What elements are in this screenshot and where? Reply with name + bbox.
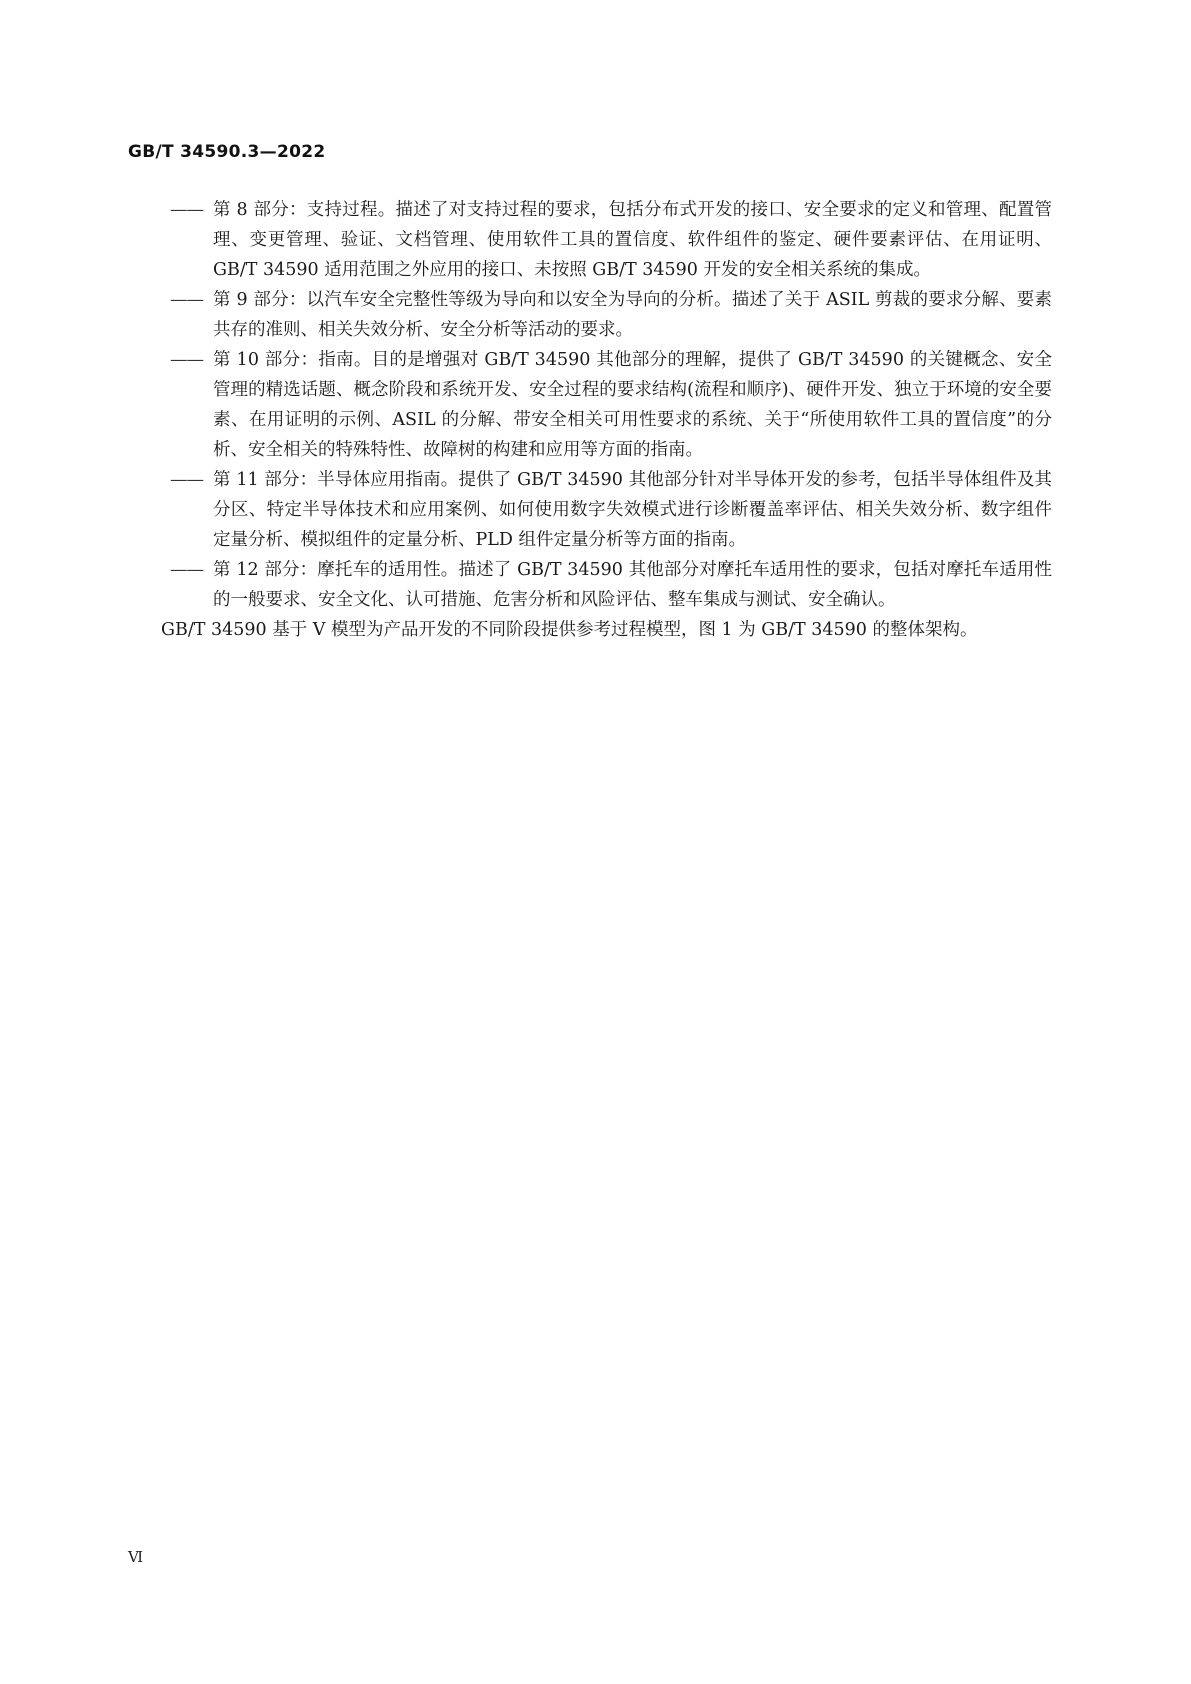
list-item-text: 第 12 部分：摩托车的适用性。描述了 GB/T 34590 其他部分对摩托车适用性的要求，包括对摩托车适用性的一般要求、安全文化、认可措施、危害分析和风险评估、整车集成与测试、安全确认。 bbox=[213, 560, 1052, 610]
list-item-part-9 bbox=[170, 285, 1052, 345]
list-item-text: 第 10 部分：指南。目的是增强对 GB/T 34590 其他部分的理解，提供了 GB/T 34590 的关键概念、安全管理的精选话题、概念阶段和系统开发、安全过程的要求结构(流程和顺序)、硬件开发、独立于环境的安全要素、在用证明的示例、ASIL 的分解、带安全相关可用性要求的系统、关于“所使用软件工具的置信度”的分析、安全相关的特殊特性、故障树的构建和应用等方面的指南。 bbox=[213, 350, 1052, 460]
page-number: Ⅵ bbox=[128, 1548, 144, 1566]
body-paragraph: GB/T 34590 基于 V 模型为产品开发的不同阶段提供参考过程模型，图 1 为 GB/T 34590 的整体架构。 bbox=[161, 620, 978, 640]
list-item-part-10 bbox=[170, 345, 1052, 465]
list-item-part-8 bbox=[170, 195, 1052, 285]
document-body bbox=[161, 195, 1052, 645]
list-item-text: 第 9 部分：以汽车安全完整性等级为导向和以安全为导向的分析。描述了关于 ASIL 剪裁的要求分解、要素共存的准则、相关失效分析、安全分析等活动的要求。 bbox=[213, 290, 1052, 340]
list-item-part-11 bbox=[170, 465, 1052, 555]
dash-marker: —— bbox=[170, 290, 203, 310]
list-item-part-12 bbox=[170, 555, 1052, 615]
dash-marker: —— bbox=[170, 350, 203, 370]
document-code-header: GB/T 34590.3—2022 bbox=[128, 142, 326, 162]
dash-marker: —— bbox=[170, 200, 203, 220]
list-item-text: 第 8 部分：支持过程。描述了对支持过程的要求，包括分布式开发的接口、安全要求的定义和管理、配置管理、变更管理、验证、文档管理、使用软件工具的置信度、软件组件的鉴定、硬件要素评估、在用证明、GB/T 34590 适用范围之外应用的接口、未按照 GB/T 34590 开发的安全相关系统的集成。 bbox=[213, 200, 1052, 280]
dash-marker: —— bbox=[170, 560, 203, 580]
dash-marker: —— bbox=[170, 470, 203, 490]
list-item-text: 第 11 部分：半导体应用指南。提供了 GB/T 34590 其他部分针对半导体开发的参考，包括半导体组件及其分区、特定半导体技术和应用案例、如何使用数字失效模式进行诊断覆盖率评估、相关失效分析、数字组件定量分析、模拟组件的定量分析、PLD 组件定量分析等方面的指南。 bbox=[213, 470, 1052, 550]
